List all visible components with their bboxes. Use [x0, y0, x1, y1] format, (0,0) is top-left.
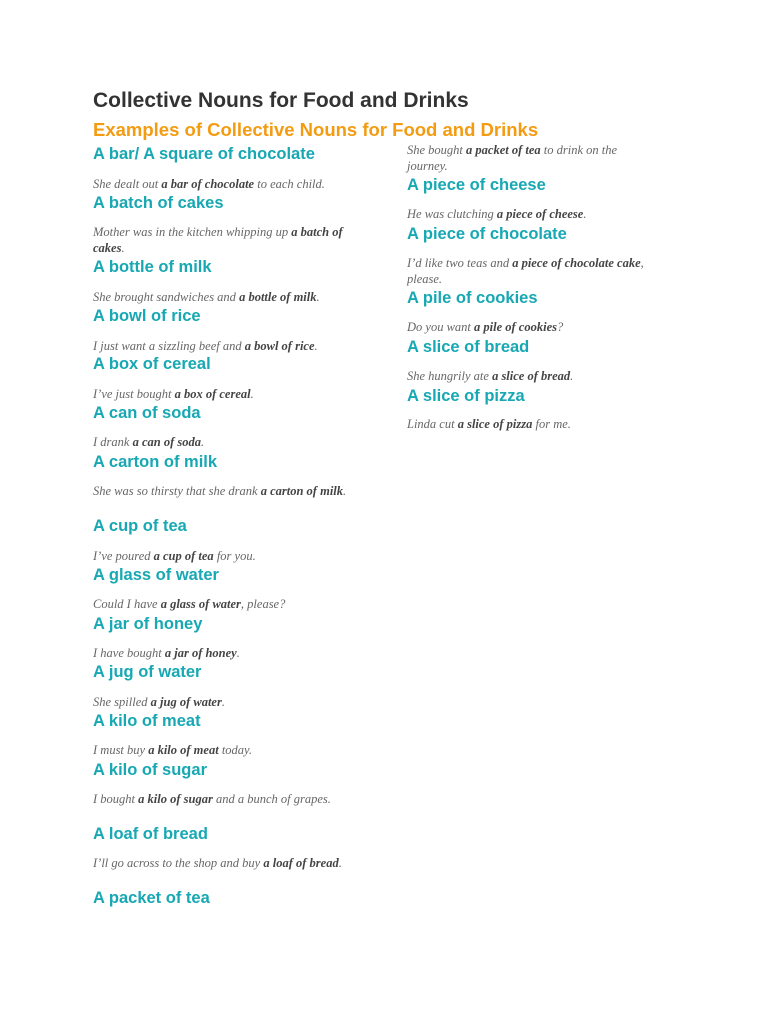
noun-heading: A bar/ A square of chocolate: [93, 145, 315, 163]
example-text: She spilled: [93, 695, 151, 709]
noun-heading: A slice of bread: [407, 338, 530, 356]
example-text: I just want a sizzling beef and: [93, 339, 245, 353]
example-text: , please?: [240, 597, 286, 611]
noun-heading: A box of cereal: [93, 355, 211, 373]
noun-heading: A batch of cakes: [93, 194, 224, 212]
collective-noun-phrase: a bottle of milk: [239, 290, 317, 304]
example-sentence: [93, 386, 355, 402]
noun-heading: A kilo of meat: [93, 712, 201, 730]
collective-noun-phrase: a batch of cakes: [93, 225, 343, 255]
example-text: .: [343, 484, 347, 498]
example-text: He was clutching: [407, 207, 497, 221]
example-text: ?: [556, 320, 564, 334]
example-text: .: [570, 369, 574, 383]
example-text: Do you want: [407, 320, 475, 334]
example-text: I’ve poured: [93, 549, 154, 563]
example-text: I’ll go across to the shop and buy: [93, 856, 264, 870]
collective-noun-phrase: a jug of water: [150, 695, 222, 709]
example-text: for me.: [532, 417, 571, 431]
collective-noun-phrase: a slice of bread: [492, 369, 571, 383]
example-sentence: [407, 416, 657, 432]
example-text: .: [221, 695, 225, 709]
page-subtitle: Examples of Collective Nouns for Food and Drinks: [93, 119, 539, 140]
collective-noun-phrase: a slice of pizza: [457, 417, 533, 431]
noun-heading: A cup of tea: [93, 517, 187, 535]
collective-noun-phrase: a kilo of sugar: [138, 792, 213, 806]
noun-heading: A bottle of milk: [93, 258, 212, 276]
example-sentence: [407, 368, 657, 384]
example-text: .: [236, 646, 240, 660]
collective-noun-phrase: a packet of tea: [466, 143, 541, 157]
example-sentence: [93, 694, 355, 710]
example-text: for you.: [213, 549, 256, 563]
example-text: I’ve just bought: [93, 387, 175, 401]
noun-heading: A piece of cheese: [407, 176, 546, 194]
example-text: .: [121, 241, 125, 255]
example-text: today.: [218, 743, 253, 757]
example-text: .: [338, 856, 342, 870]
noun-heading: A bowl of rice: [93, 307, 201, 325]
example-sentence: [93, 224, 355, 256]
example-sentence: [93, 645, 355, 661]
noun-heading: A jar of honey: [93, 615, 203, 633]
example-sentence: [93, 434, 355, 450]
example-text: .: [583, 207, 587, 221]
example-text: , please.: [407, 256, 644, 286]
noun-heading: A jug of water: [93, 663, 202, 681]
example-sentence: [93, 855, 355, 871]
noun-heading: A glass of water: [93, 566, 219, 584]
noun-heading: A loaf of bread: [93, 825, 208, 843]
collective-noun-phrase: a bar of chocolate: [161, 177, 255, 191]
collective-noun-phrase: a pile of cookies: [474, 320, 557, 334]
example-text: .: [316, 290, 320, 304]
example-sentence: [407, 319, 657, 335]
example-sentence: [93, 338, 355, 354]
example-sentence: [93, 791, 355, 807]
noun-heading: A kilo of sugar: [93, 761, 207, 779]
example-text: to each child.: [254, 177, 325, 191]
example-text: .: [314, 339, 318, 353]
example-text: Linda cut: [407, 417, 458, 431]
collective-noun-phrase: a can of soda: [132, 435, 201, 449]
example-text: Mother was in the kitchen whipping up: [93, 225, 292, 239]
collective-noun-phrase: a loaf of bread: [263, 856, 339, 870]
example-text: She hungrily ate: [407, 369, 493, 383]
collective-noun-phrase: a kilo of meat: [148, 743, 219, 757]
collective-noun-phrase: a jar of honey: [164, 646, 237, 660]
example-sentence: [93, 548, 355, 564]
example-text: to drink on the journey.: [407, 143, 618, 173]
example-sentence: [93, 742, 355, 758]
example-sentence: [93, 289, 355, 305]
example-sentence: [407, 255, 657, 287]
collective-noun-phrase: a glass of water: [160, 597, 241, 611]
example-text: She was so thirsty that she drank: [93, 484, 261, 498]
example-sentence: [93, 176, 355, 192]
example-sentence: [407, 142, 657, 174]
noun-heading: A piece of chocolate: [407, 225, 567, 243]
noun-heading: A slice of pizza: [407, 387, 525, 405]
example-text: and a bunch of grapes.: [212, 792, 331, 806]
example-text: I’d like two teas and: [407, 256, 513, 270]
example-text: I must buy: [93, 743, 149, 757]
example-text: I bought: [93, 792, 139, 806]
example-text: .: [250, 387, 254, 401]
example-text: She bought: [407, 143, 467, 157]
example-text: .: [200, 435, 205, 449]
collective-noun-phrase: a cup of tea: [153, 549, 214, 563]
page-title: Collective Nouns for Food and Drinks: [93, 89, 469, 112]
collective-noun-phrase: a carton of milk: [260, 484, 344, 498]
example-text: Could I have: [93, 597, 161, 611]
example-sentence: [407, 206, 657, 222]
example-text: I have bought: [93, 646, 165, 660]
example-text: She dealt out: [93, 177, 162, 191]
collective-noun-phrase: a piece of chocolate cake: [512, 256, 641, 270]
noun-heading: A packet of tea: [93, 889, 210, 907]
collective-noun-phrase: a box of cereal: [174, 387, 251, 401]
noun-heading: A can of soda: [93, 404, 201, 422]
example-text: I drank: [93, 435, 133, 449]
noun-heading: A pile of cookies: [407, 289, 538, 307]
example-sentence: [93, 483, 355, 499]
example-sentence: [93, 596, 355, 612]
example-text: She brought sandwiches and: [93, 290, 240, 304]
noun-heading: A carton of milk: [93, 453, 218, 471]
collective-noun-phrase: a piece of cheese: [496, 207, 584, 221]
collective-noun-phrase: a bowl of rice: [244, 339, 315, 353]
